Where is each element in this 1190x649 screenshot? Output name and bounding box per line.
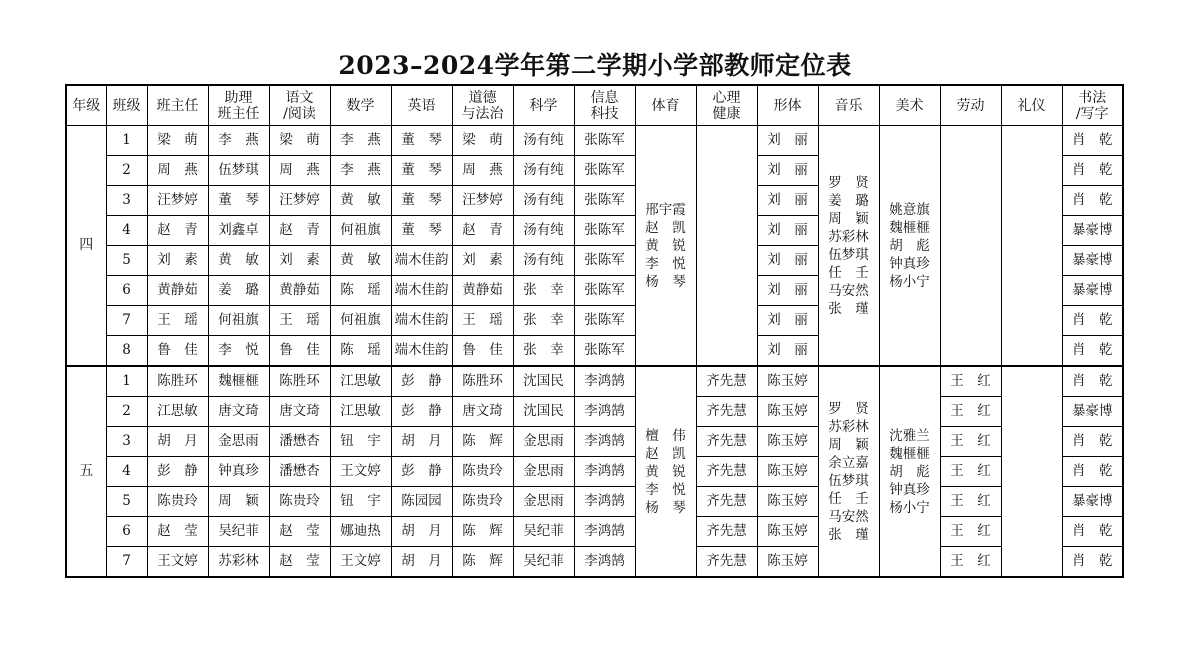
math-teacher-cell: 江思敏	[330, 397, 391, 427]
english-teacher-cell: 彭 静	[391, 397, 452, 427]
physique-teacher-cell: 陈玉婷	[757, 427, 818, 457]
math-teacher-cell: 钮 宇	[330, 487, 391, 517]
math-teacher-cell: 李 燕	[330, 126, 391, 156]
header-pe: 体育	[635, 85, 696, 126]
assistant-cell: 何祖旗	[208, 306, 269, 336]
table-row	[66, 366, 1123, 397]
calligraphy-teacher-cell: 肖 乾	[1062, 156, 1123, 186]
morality-teacher-cell: 陈 辉	[452, 427, 513, 457]
chinese-teacher-cell: 潘懋杏	[269, 457, 330, 487]
labor-teacher-cell	[940, 126, 1001, 367]
math-teacher-cell: 黄 敏	[330, 246, 391, 276]
morality-teacher-cell: 王 瑶	[452, 306, 513, 336]
science-teacher-cell: 张 幸	[513, 276, 574, 306]
music-teachers-cell-line: 伍梦琪	[828, 472, 869, 489]
music-teachers-cell-line: 任 壬	[828, 264, 869, 281]
pe-teachers-cell	[635, 126, 696, 367]
calligraphy-teacher-cell: 肖 乾	[1062, 547, 1123, 578]
physique-teacher-cell: 刘 丽	[757, 156, 818, 186]
header-etiquette: 礼仪	[1001, 85, 1062, 126]
head-teacher-cell: 梁 萌	[147, 126, 208, 156]
assistant-cell: 钟真珍	[208, 457, 269, 487]
pe-teachers-cell-line: 赵 凯	[645, 219, 686, 236]
etiquette-teacher-cell	[1001, 366, 1062, 577]
calligraphy-teacher-cell: 暴豪博	[1062, 397, 1123, 427]
header-calligraphy	[1062, 85, 1123, 126]
it-teacher-cell: 李鸿鹄	[574, 547, 635, 578]
class-number-cell: 1	[106, 366, 147, 397]
it-teacher-cell: 李鸿鹄	[574, 517, 635, 547]
labor-teacher-cell: 王 红	[940, 366, 1001, 397]
header-calligraphy-line2: /写字	[1075, 105, 1109, 122]
math-teacher-cell: 李 燕	[330, 156, 391, 186]
calligraphy-teacher-cell: 肖 乾	[1062, 336, 1123, 367]
head-teacher-cell: 刘 素	[147, 246, 208, 276]
morality-teacher-cell: 赵 青	[452, 216, 513, 246]
it-teacher-cell: 张陈军	[574, 186, 635, 216]
science-teacher-cell: 金思雨	[513, 457, 574, 487]
header-assistant-line1: 助理	[224, 89, 253, 106]
header-physique: 形体	[757, 85, 818, 126]
class-number-cell: 2	[106, 156, 147, 186]
music-teachers-cell-line: 苏彩林	[828, 228, 869, 245]
music-teachers-cell-line: 苏彩林	[828, 418, 869, 435]
science-teacher-cell: 沈国民	[513, 366, 574, 397]
music-teachers-cell-line: 张 瑾	[828, 300, 869, 317]
class-number-cell: 5	[106, 487, 147, 517]
music-teachers-cell-line: 余立嘉	[828, 454, 869, 471]
it-teacher-cell: 张陈军	[574, 306, 635, 336]
math-teacher-cell: 何祖旗	[330, 216, 391, 246]
header-english: 英语	[391, 85, 452, 126]
calligraphy-teacher-cell: 暴豪博	[1062, 276, 1123, 306]
physique-teacher-cell: 陈玉婷	[757, 397, 818, 427]
calligraphy-teacher-cell: 肖 乾	[1062, 427, 1123, 457]
english-teacher-cell: 端木佳韵	[391, 336, 452, 367]
math-teacher-cell: 陈 瑶	[330, 336, 391, 367]
physique-teacher-cell: 刘 丽	[757, 246, 818, 276]
chinese-teacher-cell: 刘 素	[269, 246, 330, 276]
table-row	[66, 397, 1123, 427]
class-number-cell: 7	[106, 547, 147, 578]
labor-teacher-cell: 王 红	[940, 487, 1001, 517]
it-teacher-cell: 李鸿鹄	[574, 397, 635, 427]
assistant-cell: 李 悦	[208, 336, 269, 367]
calligraphy-teacher-cell: 肖 乾	[1062, 126, 1123, 156]
pe-teachers-cell-line: 邢宇霞	[645, 201, 686, 218]
head-teacher-cell: 周 燕	[147, 156, 208, 186]
art-teachers-cell-line: 杨小宁	[889, 499, 930, 516]
english-teacher-cell: 陈园园	[391, 487, 452, 517]
music-teachers-cell-line: 周 颖	[828, 436, 869, 453]
assistant-cell: 金思雨	[208, 427, 269, 457]
it-teacher-cell: 张陈军	[574, 276, 635, 306]
table-body	[66, 126, 1123, 578]
physique-teacher-cell: 陈玉婷	[757, 457, 818, 487]
class-number-cell: 7	[106, 306, 147, 336]
chinese-teacher-cell: 鲁 佳	[269, 336, 330, 367]
science-teacher-cell: 金思雨	[513, 427, 574, 457]
math-teacher-cell: 王文婷	[330, 457, 391, 487]
chinese-teacher-cell: 梁 萌	[269, 126, 330, 156]
morality-teacher-cell: 刘 素	[452, 246, 513, 276]
art-teachers-cell-line: 胡 彪	[889, 237, 930, 254]
it-teacher-cell: 张陈军	[574, 126, 635, 156]
header-it-line1: 信息	[590, 89, 619, 106]
physique-teacher-cell: 陈玉婷	[757, 366, 818, 397]
head-teacher-cell: 赵 青	[147, 216, 208, 246]
class-number-cell: 4	[106, 216, 147, 246]
science-teacher-cell: 汤有纯	[513, 186, 574, 216]
english-teacher-cell: 董 琴	[391, 126, 452, 156]
english-teacher-cell: 董 琴	[391, 216, 452, 246]
math-teacher-cell: 黄 敏	[330, 186, 391, 216]
english-teacher-cell: 端木佳韵	[391, 246, 452, 276]
pe-teachers-cell-line: 杨 琴	[645, 499, 686, 516]
art-teachers-cell-line: 胡 彪	[889, 463, 930, 480]
calligraphy-teacher-cell: 肖 乾	[1062, 366, 1123, 397]
pe-teachers-cell-line: 李 悦	[645, 255, 686, 272]
header-art: 美术	[879, 85, 940, 126]
header-chinese-line2: /阅读	[283, 105, 316, 122]
header-music: 音乐	[818, 85, 879, 126]
pe-teachers-cell-line: 李 悦	[645, 481, 686, 498]
physique-teacher-cell: 刘 丽	[757, 306, 818, 336]
art-teachers-cell-line: 钟真珍	[889, 481, 930, 498]
english-teacher-cell: 胡 月	[391, 517, 452, 547]
pe-teachers-cell-line: 黄 锐	[645, 463, 686, 480]
physique-teacher-cell: 刘 丽	[757, 126, 818, 156]
head-teacher-cell: 汪梦婷	[147, 186, 208, 216]
header-psych-line2: 健康	[712, 105, 741, 122]
teacher-assignment-table	[65, 84, 1124, 578]
science-teacher-cell: 吴纪菲	[513, 517, 574, 547]
english-teacher-cell: 董 琴	[391, 186, 452, 216]
header-it	[574, 85, 635, 126]
header-calligraphy-line1: 书法	[1078, 89, 1107, 106]
labor-teacher-cell: 王 红	[940, 547, 1001, 578]
math-teacher-cell: 王文婷	[330, 547, 391, 578]
header-grade: 年级	[66, 85, 106, 126]
head-teacher-cell: 王 瑶	[147, 306, 208, 336]
physique-teacher-cell: 刘 丽	[757, 216, 818, 246]
music-teachers-cell-line: 罗 贤	[828, 400, 869, 417]
psych-teacher-cell: 齐先慧	[696, 427, 757, 457]
english-teacher-cell: 董 琴	[391, 156, 452, 186]
calligraphy-teacher-cell: 暴豪博	[1062, 246, 1123, 276]
calligraphy-teacher-cell: 肖 乾	[1062, 186, 1123, 216]
chinese-teacher-cell: 赵 莹	[269, 547, 330, 578]
music-teachers-cell-line: 姜 璐	[828, 192, 869, 209]
chinese-teacher-cell: 陈贵玲	[269, 487, 330, 517]
table-row	[66, 427, 1123, 457]
chinese-teacher-cell: 赵 莹	[269, 517, 330, 547]
header-class: 班级	[106, 85, 147, 126]
art-teachers-cell-line: 魏榧榧	[889, 445, 930, 462]
assistant-cell: 姜 璐	[208, 276, 269, 306]
pe-teachers-cell-line: 杨 琴	[645, 273, 686, 290]
assistant-cell: 周 颖	[208, 487, 269, 517]
calligraphy-teacher-cell: 肖 乾	[1062, 457, 1123, 487]
it-teacher-cell: 李鸿鹄	[574, 366, 635, 397]
physique-teacher-cell: 陈玉婷	[757, 517, 818, 547]
math-teacher-cell: 钮 宇	[330, 427, 391, 457]
music-teachers-cell-line: 马安然	[828, 508, 869, 525]
table-row	[66, 126, 1123, 156]
music-teachers-cell-line: 任 壬	[828, 490, 869, 507]
page-title: 2023–2024学年第二学期小学部教师定位表	[338, 51, 852, 80]
it-teacher-cell: 张陈军	[574, 216, 635, 246]
assistant-cell: 唐文琦	[208, 397, 269, 427]
physique-teacher-cell: 刘 丽	[757, 336, 818, 367]
labor-teacher-cell: 王 红	[940, 517, 1001, 547]
art-teachers-cell-line: 姚意旗	[889, 201, 930, 218]
header-it-line2: 科技	[590, 105, 619, 122]
psych-teacher-cell: 齐先慧	[696, 547, 757, 578]
table-row	[66, 547, 1123, 578]
header-chinese	[269, 85, 330, 126]
labor-teacher-cell: 王 红	[940, 457, 1001, 487]
chinese-teacher-cell: 唐文琦	[269, 397, 330, 427]
morality-teacher-cell: 陈 辉	[452, 517, 513, 547]
assistant-cell: 伍梦琪	[208, 156, 269, 186]
head-teacher-cell: 黄静茹	[147, 276, 208, 306]
psych-teacher-cell	[696, 126, 757, 367]
chinese-teacher-cell: 黄静茹	[269, 276, 330, 306]
it-teacher-cell: 张陈军	[574, 246, 635, 276]
math-teacher-cell: 江思敏	[330, 366, 391, 397]
math-teacher-cell: 陈 瑶	[330, 276, 391, 306]
header-psych-line1: 心理	[712, 89, 741, 106]
science-teacher-cell: 汤有纯	[513, 246, 574, 276]
calligraphy-teacher-cell: 暴豪博	[1062, 487, 1123, 517]
chinese-teacher-cell: 王 瑶	[269, 306, 330, 336]
art-teachers-cell-line: 沈雅兰	[889, 427, 930, 444]
pe-teachers-cell-line: 赵 凯	[645, 445, 686, 462]
morality-teacher-cell: 周 燕	[452, 156, 513, 186]
header-math: 数学	[330, 85, 391, 126]
assistant-cell: 刘鑫卓	[208, 216, 269, 246]
assistant-cell: 魏榧榧	[208, 366, 269, 397]
english-teacher-cell: 彭 静	[391, 457, 452, 487]
english-teacher-cell: 胡 月	[391, 547, 452, 578]
art-teachers-cell-line: 钟真珍	[889, 255, 930, 272]
it-teacher-cell: 李鸿鹄	[574, 427, 635, 457]
physique-teacher-cell: 刘 丽	[757, 276, 818, 306]
psych-teacher-cell: 齐先慧	[696, 517, 757, 547]
class-number-cell: 5	[106, 246, 147, 276]
head-teacher-cell: 赵 莹	[147, 517, 208, 547]
science-teacher-cell: 汤有纯	[513, 156, 574, 186]
science-teacher-cell: 汤有纯	[513, 216, 574, 246]
pe-teachers-cell	[635, 366, 696, 577]
science-teacher-cell: 张 幸	[513, 336, 574, 367]
music-teachers-cell	[818, 366, 879, 577]
calligraphy-teacher-cell: 肖 乾	[1062, 306, 1123, 336]
head-teacher-cell: 王文婷	[147, 547, 208, 578]
it-teacher-cell: 张陈军	[574, 336, 635, 367]
physique-teacher-cell: 刘 丽	[757, 186, 818, 216]
header-psych	[696, 85, 757, 126]
header-morality-line1: 道德	[468, 89, 497, 106]
header-head-teacher: 班主任	[147, 85, 208, 126]
art-teachers-cell	[879, 126, 940, 367]
chinese-teacher-cell: 汪梦婷	[269, 186, 330, 216]
math-teacher-cell: 娜迪热	[330, 517, 391, 547]
header-labor: 劳动	[940, 85, 1001, 126]
table-row	[66, 517, 1123, 547]
grade-cell: 四	[66, 126, 106, 367]
head-teacher-cell: 鲁 佳	[147, 336, 208, 367]
physique-teacher-cell: 陈玉婷	[757, 547, 818, 578]
class-number-cell: 2	[106, 397, 147, 427]
morality-teacher-cell: 陈胜环	[452, 366, 513, 397]
english-teacher-cell: 端木佳韵	[391, 276, 452, 306]
science-teacher-cell: 沈国民	[513, 397, 574, 427]
table-row	[66, 487, 1123, 517]
labor-teacher-cell: 王 红	[940, 397, 1001, 427]
head-teacher-cell: 陈贵玲	[147, 487, 208, 517]
chinese-teacher-cell: 潘懋杏	[269, 427, 330, 457]
head-teacher-cell: 江思敏	[147, 397, 208, 427]
morality-teacher-cell: 陈贵玲	[452, 487, 513, 517]
header-morality-line2: 与法治	[461, 105, 504, 122]
chinese-teacher-cell: 陈胜环	[269, 366, 330, 397]
chinese-teacher-cell: 赵 青	[269, 216, 330, 246]
labor-teacher-cell: 王 红	[940, 427, 1001, 457]
calligraphy-teacher-cell: 肖 乾	[1062, 517, 1123, 547]
psych-teacher-cell: 齐先慧	[696, 457, 757, 487]
assistant-cell: 李 燕	[208, 126, 269, 156]
class-number-cell: 8	[106, 336, 147, 367]
art-teachers-cell-line: 魏榧榧	[889, 219, 930, 236]
pe-teachers-cell-line: 黄 锐	[645, 237, 686, 254]
grade-cell: 五	[66, 366, 106, 577]
science-teacher-cell: 汤有纯	[513, 126, 574, 156]
science-teacher-cell: 吴纪菲	[513, 547, 574, 578]
class-number-cell: 3	[106, 427, 147, 457]
psych-teacher-cell: 齐先慧	[696, 397, 757, 427]
science-teacher-cell: 张 幸	[513, 306, 574, 336]
art-teachers-cell-line: 杨小宁	[889, 273, 930, 290]
head-teacher-cell: 彭 静	[147, 457, 208, 487]
music-teachers-cell-line: 马安然	[828, 282, 869, 299]
morality-teacher-cell: 陈贵玲	[452, 457, 513, 487]
table-row	[66, 457, 1123, 487]
morality-teacher-cell: 陈 辉	[452, 547, 513, 578]
assistant-cell: 吴纪菲	[208, 517, 269, 547]
header-science: 科学	[513, 85, 574, 126]
head-teacher-cell: 陈胜环	[147, 366, 208, 397]
class-number-cell: 3	[106, 186, 147, 216]
chinese-teacher-cell: 周 燕	[269, 156, 330, 186]
header-row	[66, 85, 1123, 126]
header-assistant-line2: 班主任	[217, 105, 260, 122]
assistant-cell: 苏彩林	[208, 547, 269, 578]
it-teacher-cell: 李鸿鹄	[574, 457, 635, 487]
morality-teacher-cell: 汪梦婷	[452, 186, 513, 216]
psych-teacher-cell: 齐先慧	[696, 487, 757, 517]
head-teacher-cell: 胡 月	[147, 427, 208, 457]
it-teacher-cell: 李鸿鹄	[574, 487, 635, 517]
music-teachers-cell-line: 张 瑾	[828, 526, 869, 543]
english-teacher-cell: 端木佳韵	[391, 306, 452, 336]
math-teacher-cell: 何祖旗	[330, 306, 391, 336]
class-number-cell: 4	[106, 457, 147, 487]
music-teachers-cell-line: 伍梦琪	[828, 246, 869, 263]
etiquette-teacher-cell	[1001, 126, 1062, 367]
class-number-cell: 6	[106, 276, 147, 306]
header-chinese-line1: 语文	[285, 89, 314, 106]
morality-teacher-cell: 梁 萌	[452, 126, 513, 156]
class-number-cell: 6	[106, 517, 147, 547]
pe-teachers-cell-line: 檀 伟	[645, 427, 686, 444]
music-teachers-cell-line: 罗 贤	[828, 174, 869, 191]
english-teacher-cell: 彭 静	[391, 366, 452, 397]
header-assistant	[208, 85, 269, 126]
header-morality	[452, 85, 513, 126]
art-teachers-cell	[879, 366, 940, 577]
science-teacher-cell: 金思雨	[513, 487, 574, 517]
physique-teacher-cell: 陈玉婷	[757, 487, 818, 517]
calligraphy-teacher-cell: 暴豪博	[1062, 216, 1123, 246]
english-teacher-cell: 胡 月	[391, 427, 452, 457]
morality-teacher-cell: 黄静茹	[452, 276, 513, 306]
music-teachers-cell	[818, 126, 879, 367]
assistant-cell: 黄 敏	[208, 246, 269, 276]
class-number-cell: 1	[106, 126, 147, 156]
morality-teacher-cell: 唐文琦	[452, 397, 513, 427]
music-teachers-cell-line: 周 颖	[828, 210, 869, 227]
morality-teacher-cell: 鲁 佳	[452, 336, 513, 367]
psych-teacher-cell: 齐先慧	[696, 366, 757, 397]
assistant-cell: 董 琴	[208, 186, 269, 216]
it-teacher-cell: 张陈军	[574, 156, 635, 186]
